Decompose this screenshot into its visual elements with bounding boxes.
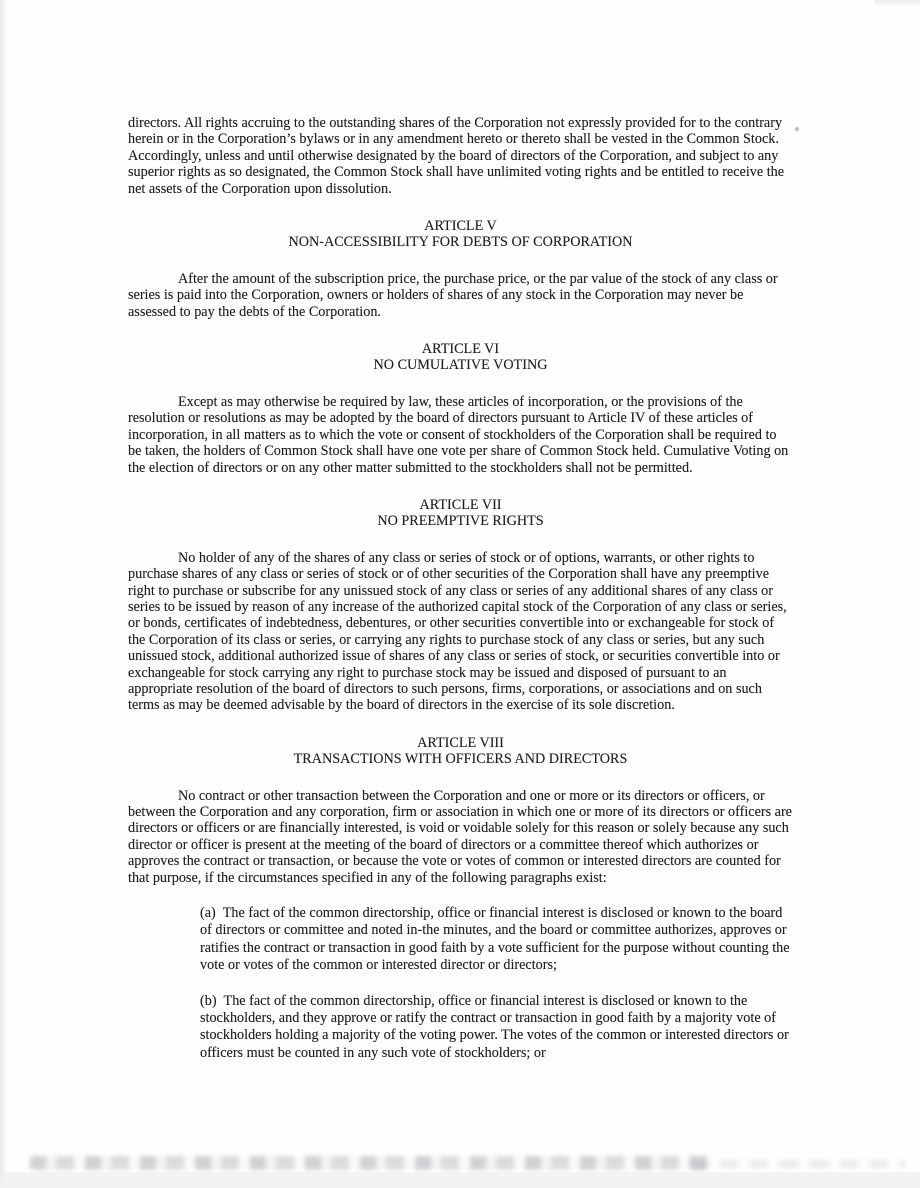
scan-artifact-bottom-smudge [30,1156,710,1170]
article-v-title: ARTICLE V [424,218,497,235]
scan-artifact-left-edge [0,0,7,1188]
clause-b-label: (b) [200,992,217,1009]
clause-a-label: (a) [200,905,216,922]
article-vii-heading [128,497,793,530]
scan-artifact-top-right [875,0,920,6]
article-viii-subtitle: TRANSACTIONS WITH OFFICERS AND DIRECTORS [293,751,628,768]
clause-item-a [200,905,790,975]
clause-b-text: The fact of the common directorship, office or financial interest is disclosed or known to the stockholders, and they approve or ratify the contract or transaction in good faith by a majority vote of stockholders holding a majority of the voting power. The votes of the common or interested directors or officers must be counted in any such vote of stockholders; or [200,992,789,1061]
article-vii-subtitle: NO PREEMPTIVE RIGHTS [377,513,544,530]
article-vi-subtitle: NO CUMULATIVE VOTING [373,357,548,374]
article-vii-body: No holder of any of the shares of any class or series of stock or of options, warrants, or other rights to purchase shares of any class or series of stock or of other securities of the Corporation shall have any preemptive right to purchase or subscribe for any unissued stock of any class or series of any additional shares of any class or series to be issued by reason of any increase of the authorized capital stock of the Corporation of any class or series, or bonds, certificates of indebtedness, debentures, or other securities convertible into or exchangeable for stock of the Corporation of its class or series, or carrying any rights to purchase stock of any class or series, but any such unissued stock, additional authorized issue of shares of any class or series of stock, or securities convertible into or exchangeable for stock carrying any right to purchase stock may be issued and disposed of pursuant to an appropriate resolution of the board of directors to such persons, firms, corporations, or associations and on such terms as may be deemed advisable by the board of directors in the exercise of its sole discretion. [128,549,787,714]
document-body [128,115,793,1062]
article-vi-title: ARTICLE VI [421,341,500,358]
article-viii-title: ARTICLE VIII [417,734,504,751]
article-vi-heading [128,341,793,374]
scan-artifact-bottom-smudge-tail [690,1160,905,1168]
article-vii-title: ARTICLE VII [419,496,502,513]
scan-artifact-bottom-edge [0,1172,920,1188]
article-v-subtitle: NON-ACCESSIBILITY FOR DEBTS OF CORPORATION [288,234,633,251]
article-v-heading [128,218,793,251]
article-vi-body: Except as may otherwise be required by law, these articles of incorporation, or the provisions of the resolution or resolutions as may be adopted by the board of directors pursuant to Article IV of these articles of incorporation, in all matters as to which the vote or consent of stockholders of the Corporation shall be required to be taken, the holders of Common Stock shall have one vote per share of Common Stock held. Cumulative Voting on the election of directors or on any other matter submitted to the stockholders shall not be permitted. [128,393,789,476]
article-v-body: After the amount of the subscription price, the purchase price, or the par value of the stock of any class or series is paid into the Corporation, owners or holders of shares of any stock in the Corporation may never be assessed to pay the debts of the Corporation. [128,270,778,320]
article-viii-body: No contract or other transaction between the Corporation and one or more or its directors or officers, or between the Corporation and any corporation, firm or association in which one or more of its directors or officers are directors or officers or are financially interested, is void or voidable solely for this reason or solely because any such director or officer is present at the meeting of the board of directors or a committee thereof which authorizes or approves the contract or transaction, or because the vote or votes of common or interested directors are counted for that purpose, if the circumstances specified in any of the following paragraphs exist: [128,787,792,886]
clause-a-text: The fact of the common directorship, office or financial interest is disclosed or known to the board of directors or committee and noted in-the minutes, and the board or committee authorizes, approves or ratifies the contract or transaction in good faith by a vote sufficient for the purpose without counting the vote or votes of the common or interested director or directors; [200,905,790,974]
continuation-paragraph: directors. All rights accruing to the outstanding shares of the Corporation not expressly provided for to the contrary herein or in the Corporation’s bylaws or in any amendment hereto or thereto shall be vested in the Common Stock. Accordingly, unless and until otherwise designated by the board of directors of the Corporation, and subject to any superior rights as so designated, the Common Stock shall have unlimited voting rights and be entitled to receive the net assets of the Corporation upon dissolution. [128,115,785,197]
clause-item-b [200,993,790,1063]
article-viii-heading [128,735,793,768]
scan-artifact-speck [795,127,799,131]
